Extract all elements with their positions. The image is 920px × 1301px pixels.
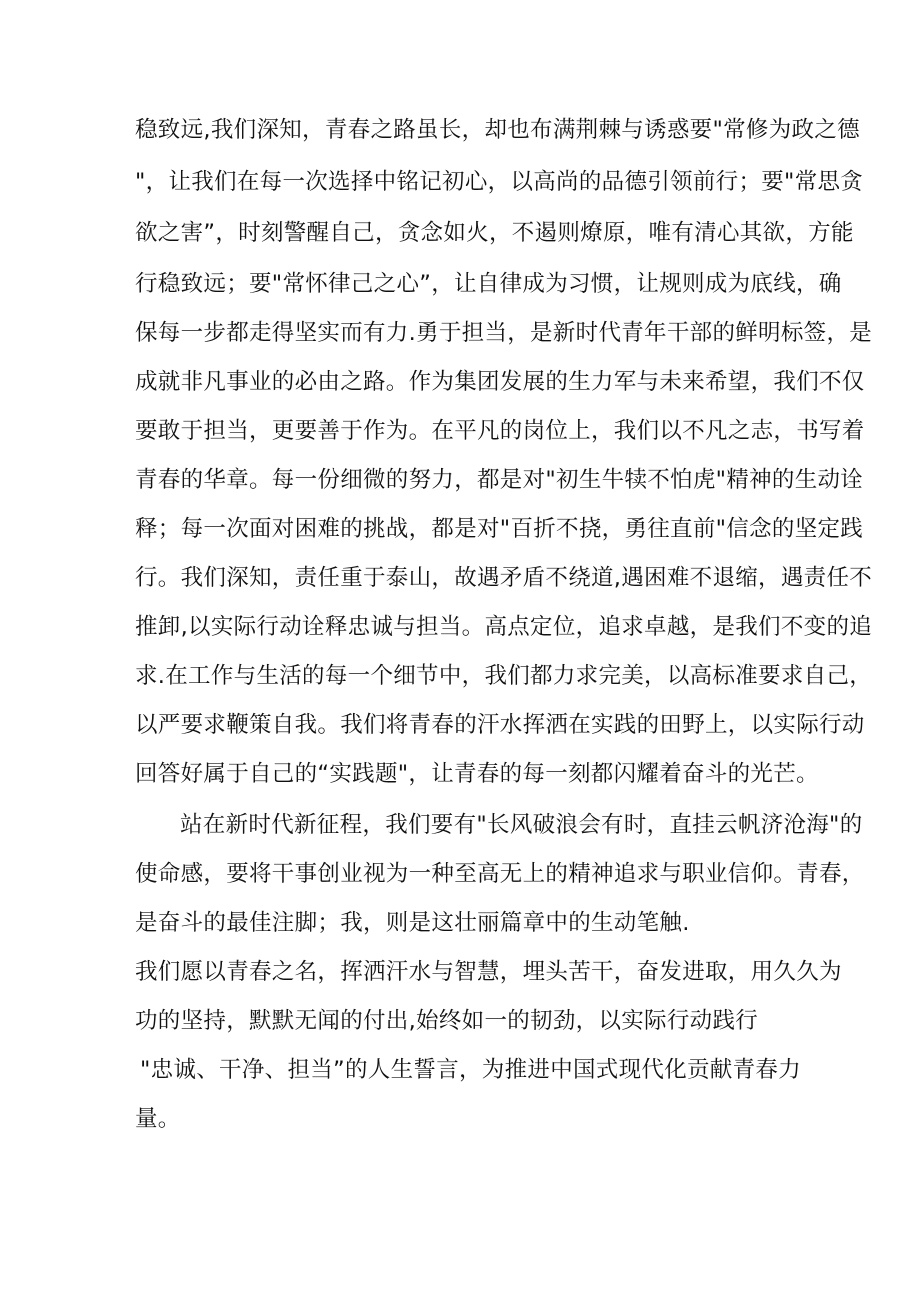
text-line: 释；每一次面对困难的挑战，都是对"百折不挠，勇往直前"信念的坚定践 [135,516,864,542]
text-line: 欲之害”，时刻警醒自己，贪念如火，不遏则燎原，唯有清心其欲，方能 [135,220,854,246]
text-line: 使命感，要将干事创业视为一种至高无上的精神追求与职业信仰。青春， [135,861,865,887]
text-line: 青春的华章。每一份细微的努力，都是对"初生牛犊不怕虎"精神的生动诠 [135,467,864,493]
text-line: 稳致远,我们深知，青春之路虽长，却也布满荆棘与诱惑要"常修为政之德 [135,117,860,143]
text-line: 成就非凡事业的必由之路。作为集团发展的生力军与未来希望，我们不仅 [135,369,865,395]
text-line: 是奋斗的最佳注脚；我，则是这壮丽篇章中的生动笔触. [135,910,690,936]
text-line: 行稳致远；要"常怀律己之心”，让自律成为习惯，让规则成为底线，确 [135,271,842,297]
paragraph-first-line: 站在新时代新征程，我们要有"长风破浪会有时，直挂云帆济沧海"的 [180,812,863,838]
text-line: 以严要求鞭策自我。我们将青春的汗水挥洒在实践的田野上，以实际行动 [135,712,865,738]
text-line: 求.在工作与生活的每一个细节中，我们都力求完美，以高标准要求自己， [135,663,873,689]
text-line: 功的坚持，默默无闻的付出,始终如一的韧劲，以实际行动践行 [135,1008,759,1034]
text-line: 我们愿以青春之名，挥洒汗水与智慧，埋头苦干，奋发进取，用久久为 [135,959,842,985]
text-line: 要敢于担当，更要善于作为。在平凡的岗位上，我们以不凡之志，书写着 [135,418,865,444]
text-line: "，让我们在每一次选择中铭记初心，以高尚的品德引领前行；要"常思贪 [135,169,864,195]
text-line: 量。 [135,1106,181,1132]
text-line: 回答好属于自己的“实践题"，让青春的每一刻都闪耀着奋斗的光芒。 [135,761,819,787]
text-line: "忠诚、干净、担当”的人生誓言，为推进中国式现代化贡献青春力 [140,1057,802,1083]
text-line: 行。我们深知，责任重于泰山，故遇矛盾不绕道,遇困难不退缩，遇责任不 [135,565,873,591]
text-line: 保每一步都走得坚实而有力.勇于担当，是新时代青年干部的鲜明标签，是 [135,320,873,346]
text-line: 推卸,以实际行动诠释忠诚与担当。高点定位，追求卓越，是我们不变的追 [135,614,873,640]
